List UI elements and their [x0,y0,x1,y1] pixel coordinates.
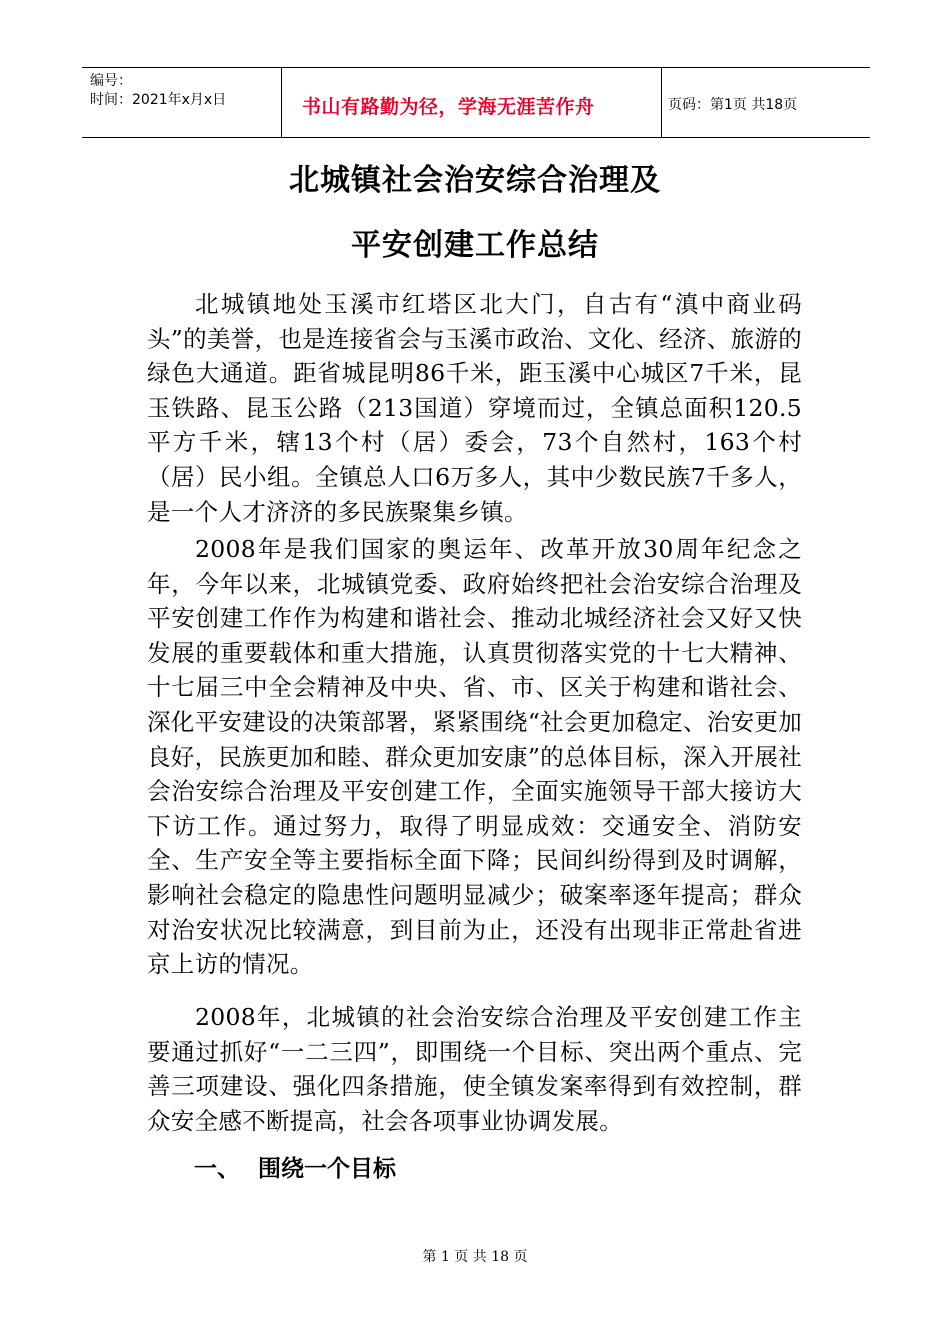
paragraph-1: 北城镇地处玉溪市红塔区北大门，自古有“滇中商业码头”的美誉，也是连接省会与玉溪市政治、文化、经济、旅游的绿色大通道。距省城昆明86千米，距玉溪中心城区7千米，昆玉铁路、昆玉公路（213国道）穿境而过，全镇总面积120.5平方千米，辖13个村（居）委会，73个自然村，163个村（居）民小组。全镇总人口6万多人，其中少数民族7千多人，是一个人才济济的多民族聚集乡镇。 [147,290,802,526]
document-header [82,67,870,138]
section-number: 一、 [194,1156,240,1182]
paragraph-2: 2008年是我们国家的奥运年、改革开放30周年纪念之年，今年以来，北城镇党委、政府始终把社会治安综合治理及平安创建工作作为构建和谐社会、推动北城经济社会又好又快发展的重要载体和重大措施，认真贯彻落实党的十七大精神、十七届三中全会精神及中央、省、市、区关于构建和谐社会、深化平安建设的决策部署，紧紧围绕“社会更加稳定、治安更加良好，民族更加和睦、群众更加安康”的总体目标，深入开展社会治安综合治理及平安创建工作，全面实施领导干部大接访大下访工作。通过努力，取得了明显成效：交通安全、消防安全、生产安全等主要指标全面下降；民间纠纷得到及时调解，影响社会稳定的隐患性问题明显减少；破案率逐年提高；群众对治安状况比较满意，到目前为止，还没有出现非正常赴省进京上访的情况。 [147,535,802,979]
section-heading [194,1150,396,1183]
header-motto-cell [281,68,662,137]
number-label: 编号： [90,73,132,89]
paragraph-3: 2008年，北城镇的社会治安综合治理及平安创建工作主要通过抓好“一二三四”，即围绕一个目标、突出两个重点、完善三项建设、强化四条措施，使全镇发案率得到有效控制，群众安全感不断提高，社会各项事业协调发展。 [147,1003,802,1135]
page-code: 页码：第1页 共18页 [668,97,798,113]
document-title-line-2: 平安创建工作总结 [351,228,599,263]
page-footer: 第 1 页 共 18 页 [422,1249,528,1265]
header-meta-cell [82,68,281,137]
motto-text: 书山有路勤为径，学海无涯苦作舟 [302,96,595,118]
header-page-cell [662,68,870,137]
section-title: 围绕一个目标 [258,1156,396,1182]
document-title-line-1: 北城镇社会治安综合治理及 [289,163,661,198]
time-label: 时间：2021年x月x日 [90,92,227,108]
